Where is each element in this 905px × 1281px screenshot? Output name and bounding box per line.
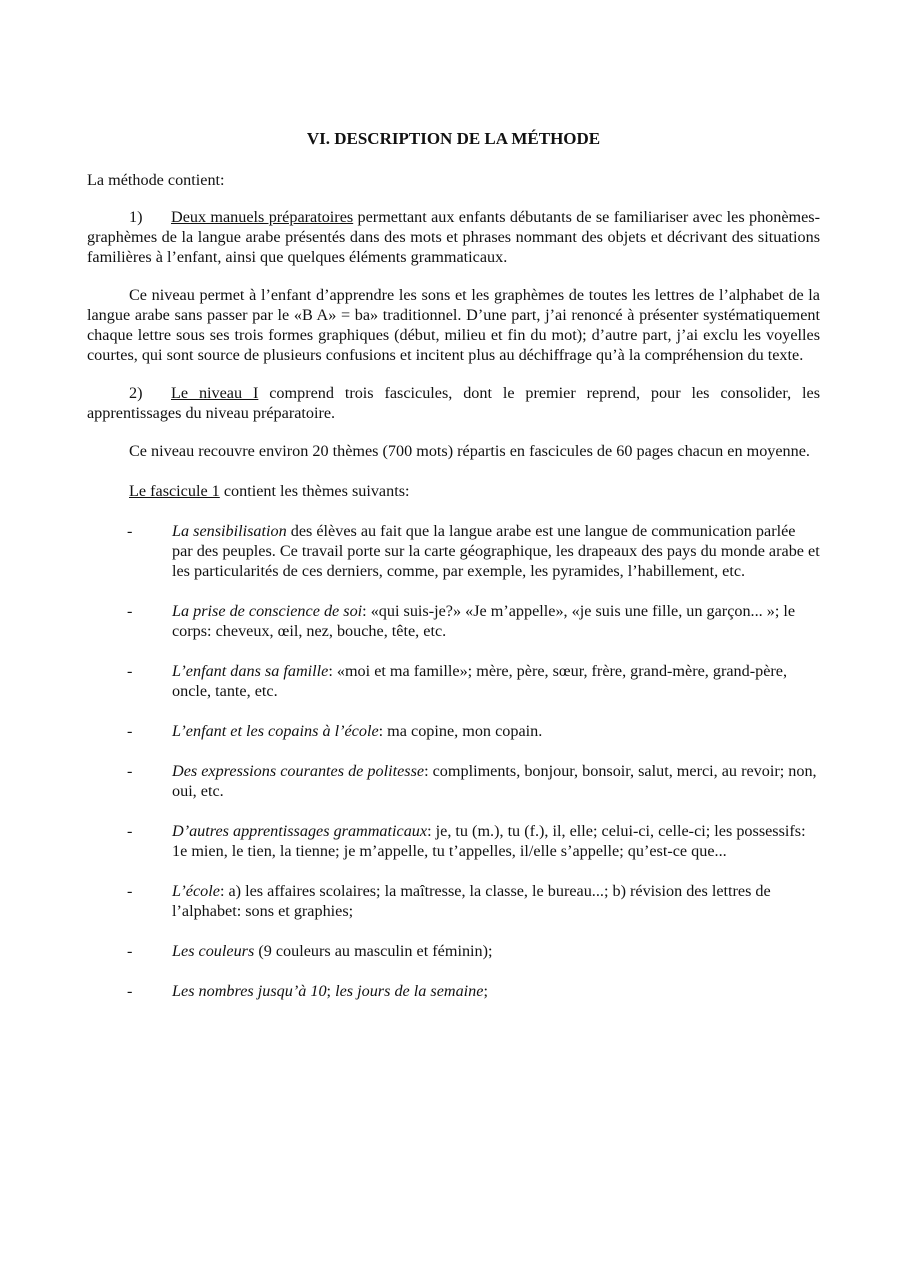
list-item-emphasis: L’enfant et les copains à l’école [172,722,379,740]
list-item-emphasis: L’enfant dans sa famille [172,662,329,680]
fascicule-label: Le fascicule 1 [129,482,220,500]
list-item [87,881,820,921]
item-heading: Le niveau I [171,384,259,402]
theme-list [87,521,820,1001]
section-title: VI. DESCRIPTION DE LA MÉTHODE [306,129,601,148]
list-item-text: : compliments, bonjour, bonsoir, salut, merci, au revoir; non, oui, etc. [172,762,817,800]
list-dash: - [127,522,133,540]
list-dash: - [127,882,133,900]
list-item-emphasis: La prise de conscience de soi [172,602,363,620]
list-item-text: ; [483,982,488,1000]
list-item [87,521,820,581]
list-item [87,721,820,741]
fascicule-heading [87,481,820,501]
list-item [87,761,820,801]
document-page [87,128,820,1021]
list-item-text: ; [326,982,336,1000]
list-dash: - [127,982,133,1000]
list-item [87,661,820,701]
list-item-emphasis: La sensibilisation [172,522,287,540]
list-dash: - [127,662,133,680]
item-text: comprend trois fascicules, dont le premier reprend, pour les consolider, les apprentissages du niveau préparatoire. [87,384,820,422]
item-heading: Deux manuels préparatoires [171,208,354,226]
item-text: permettant aux enfants débutants de se familiariser avec les phonèmes-graphèmes de la langue arabe présentés dans des mots et phrases nommant des objets et décrivant des situations familières à l’enfant, ainsi que quelques éléments grammaticaux. [87,208,820,266]
list-dash: - [127,722,133,740]
paragraph-item-2 [87,383,820,423]
list-item-text: : ma copine, mon copain. [378,722,543,740]
item-number: 2) [129,384,143,402]
list-item-text: : je, tu (m.), tu (f.), il, elle; celui-ci, celle-ci; les possessifs: 1e mien, le tien, la tienne; je m’appelle, tu t’appelles, il/elle s’appelle; qu’est-ce que... [172,822,806,860]
paragraph-level-scope: Ce niveau recouvre environ 20 thèmes (700 mots) répartis en fascicules de 60 pages chacun en moyenne. [129,442,810,460]
list-item-emphasis: Les couleurs [172,942,255,960]
list-item-text: : «moi et ma famille»; mère, père, sœur, frère, grand-mère, grand-père, oncle, tante, etc. [172,662,788,700]
fascicule-text: contient les thèmes suivants: [219,482,410,500]
list-item [87,941,820,961]
list-dash: - [127,822,133,840]
list-item-text: : a) les affaires scolaires; la maîtresse, la classe, le bureau...; b) révision des lettres de l’alphabet: sons et graphies; [172,882,771,920]
list-dash: - [127,602,133,620]
list-item [87,981,820,1001]
list-dash: - [127,942,133,960]
list-item-text: : «qui suis-je?» «Je m’appelle», «je suis une fille, un garçon... »; le corps: cheveux, œil, nez, bouche, tête, etc. [172,602,796,640]
list-item [87,601,820,641]
list-item-emphasis: les jours de la semaine [335,982,484,1000]
paragraph-item-1 [87,207,820,267]
list-item-emphasis: Des expressions courantes de politesse [172,762,425,780]
paragraph-level-description: Ce niveau permet à l’enfant d’apprendre les sons et les graphèmes de toutes les lettres de l’alphabet de la langue arabe sans passer par le «B A» = ba» traditionnel. D’une part, j’ai renoncé à présenter systématiquement chaque lettre sous ses trois formes graphiques (début, milieu et fin du mot); d’autre part, j’ai exclu les voyelles courtes, qui sont source de plusieurs confusions et incitent plus au déchiffrage qu’à la compréhension du texte. [87,286,820,364]
list-item [87,821,820,861]
list-item-emphasis: L’école [172,882,220,900]
intro-text: La méthode contient: [87,171,225,189]
item-number: 1) [129,208,143,226]
list-dash: - [127,762,133,780]
list-item-emphasis: D’autres apprentissages grammaticaux [172,822,428,840]
list-item-text: (9 couleurs au masculin et féminin); [254,942,493,960]
list-item-emphasis: Les nombres jusqu’à 10 [172,982,327,1000]
list-item-text: des élèves au fait que la langue arabe est une langue de communication parlée par des peuples. Ce travail porte sur la carte géographique, les drapeaux des pays du monde arabe et les particularités de ces derniers, comme, par exemple, les pyramides, l’habillement, etc. [172,522,820,580]
